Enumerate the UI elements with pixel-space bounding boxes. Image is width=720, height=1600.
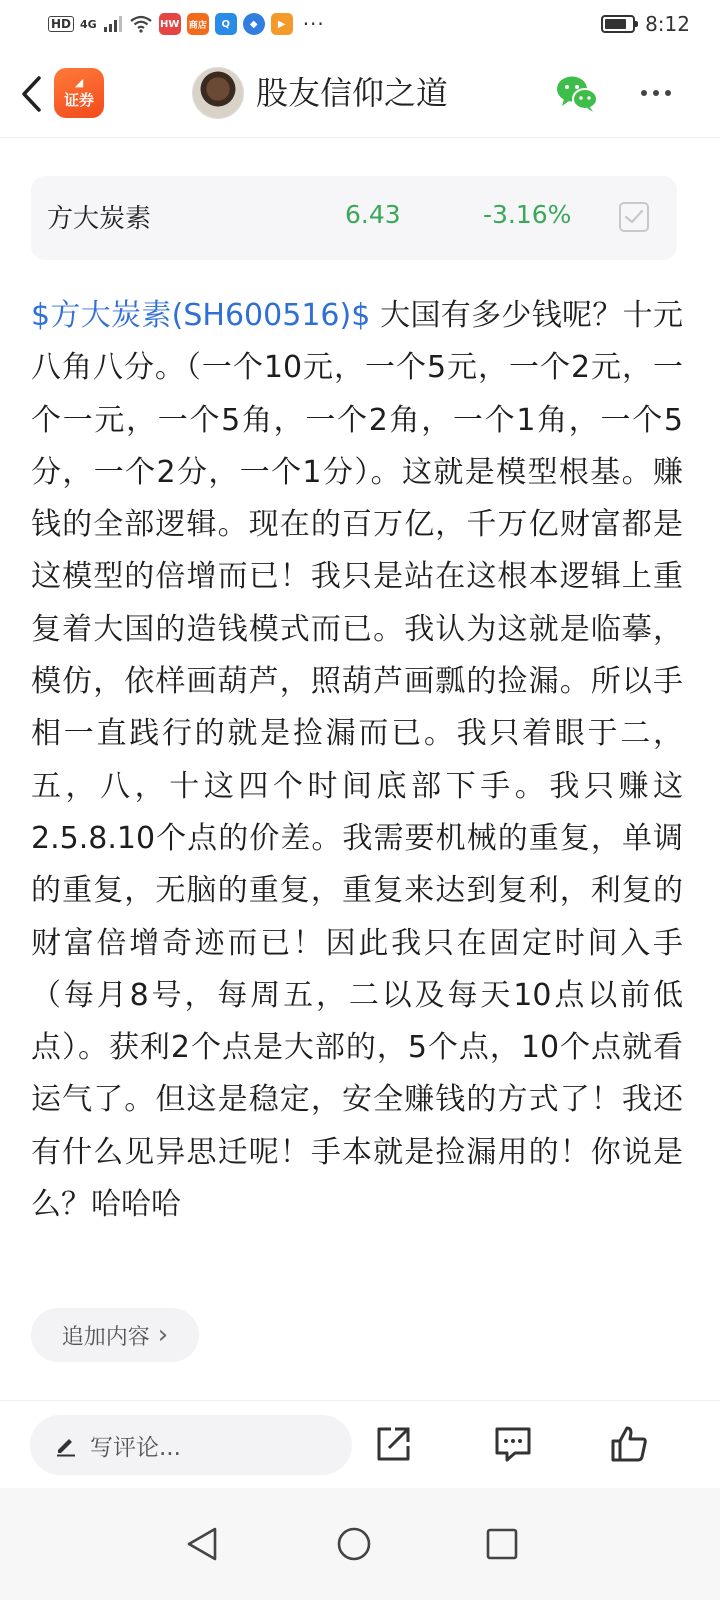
- pencil-icon: [54, 1433, 78, 1457]
- author-name[interactable]: 股友信仰之道: [256, 74, 449, 112]
- stock-change: -3.16%: [483, 200, 572, 229]
- nav-bar: [0, 48, 720, 138]
- battery-icon: [601, 15, 635, 33]
- comment-placeholder: 写评论...: [90, 1434, 181, 1461]
- logo-mark-icon: ◢: [74, 75, 84, 89]
- more-icon-dot: [665, 90, 671, 96]
- store-app-icon: 商店: [187, 13, 209, 35]
- append-content-button[interactable]: [31, 1308, 199, 1362]
- back-button[interactable]: [16, 72, 46, 116]
- status-right: [601, 12, 690, 36]
- status-left: [48, 12, 325, 36]
- wechat-icon: [556, 74, 598, 114]
- more-icon-dot: [653, 90, 659, 96]
- like-button[interactable]: [608, 1423, 650, 1465]
- avatar[interactable]: [192, 67, 244, 119]
- app-logo[interactable]: [54, 68, 104, 118]
- like-icon: [609, 1424, 649, 1464]
- nav-back-button[interactable]: [182, 1524, 222, 1564]
- more-icon: [641, 90, 647, 96]
- huawei-app-icon: HW: [159, 13, 181, 35]
- wifi-icon: [129, 15, 153, 33]
- nav-home-icon: [336, 1526, 372, 1562]
- nav-home-button[interactable]: [334, 1524, 374, 1564]
- browser-app-icon: ◆: [243, 13, 265, 35]
- hd-badge: HD: [48, 16, 74, 32]
- share-icon: [373, 1424, 413, 1464]
- comment-input[interactable]: [30, 1415, 352, 1475]
- append-content-label: 追加内容: [61, 1324, 150, 1350]
- nav-back-icon: [185, 1526, 219, 1562]
- signal-label: 4G: [80, 17, 97, 31]
- video-app-icon: ▶: [271, 13, 293, 35]
- stock-name: 方大炭素: [47, 204, 152, 234]
- nav-recent-icon: [485, 1527, 519, 1561]
- more-button[interactable]: [634, 78, 678, 108]
- check-icon: [624, 209, 644, 225]
- search-app-icon: Q: [215, 13, 237, 35]
- nav-recent-button[interactable]: [482, 1524, 522, 1564]
- wechat-share-button[interactable]: [556, 74, 598, 114]
- share-button[interactable]: [372, 1423, 414, 1465]
- action-bar: [0, 1400, 720, 1488]
- comments-button[interactable]: [492, 1423, 534, 1465]
- status-overflow-dots: ···: [302, 12, 325, 36]
- stock-card[interactable]: [31, 176, 677, 260]
- stock-tag-link[interactable]: $方大炭素(SH600516)$: [31, 298, 371, 333]
- signal-icon: [103, 15, 123, 33]
- watchlist-checkbox[interactable]: [619, 202, 649, 232]
- clock: 8:12: [645, 12, 690, 36]
- system-nav-bar: [0, 1488, 720, 1600]
- chevron-right-icon: ›: [157, 1320, 169, 1350]
- comment-icon: [493, 1424, 533, 1464]
- app-logo-text: 证券: [63, 90, 94, 109]
- post-text: 大国有多少钱呢？十元八角八分。（一个10元，一个5元，一个2元，一个一元，一个5角，一个2角，一个1角，一个5分，一个2分，一个1分）。这就是模型根基。赚钱的全部逻辑。现在的百万亿，千万亿财富都是这模型的倍增而已！我只是站在这根本逻辑上重复着大国的造钱模式而已。我认为这就是临摹，模仿，依样画葫芦，照葫芦画瓢的捡漏。所以手相一直践行的就是捡漏而已。我只着眼于二，五，八，十这四个时间底部下手。我只赚这2.5.8.10个点的价差。我需要机械的重复，单调的重复，无脑的重复，重复来达到复利，利复的财富倍增奇迹而已！因此我只在固定时间入手（每月8号，每周五，二以及每天10点以前低点）。获利2个点是大部的，5个点，10个点就看运气了。但这是稳定，安全赚钱的方式了！我还有什么见异思迁呢！手本就是捡漏用的！你说是么？哈哈哈: [31, 298, 683, 1223]
- status-bar: [0, 0, 720, 48]
- post-content: [31, 290, 683, 1231]
- stock-price: 6.43: [345, 200, 401, 229]
- back-arrow-icon: [20, 75, 42, 113]
